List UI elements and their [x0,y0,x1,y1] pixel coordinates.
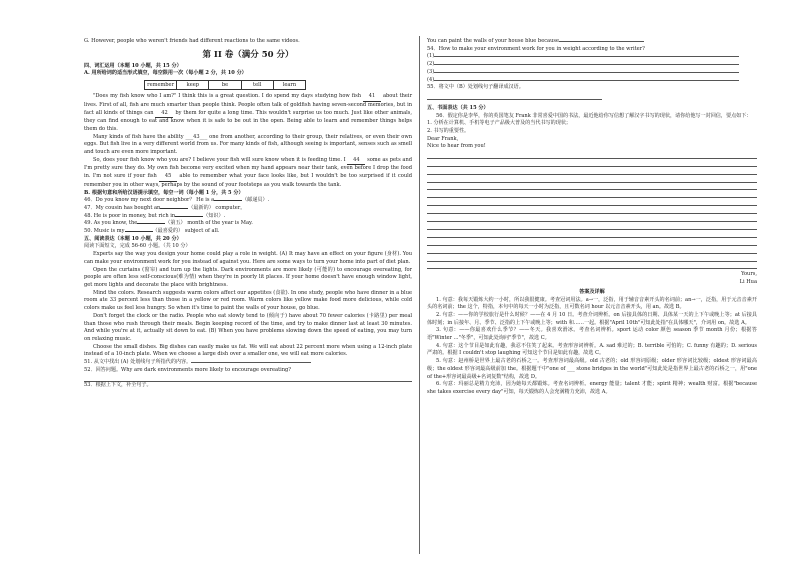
passage-paragraph-2: Many kinds of fish have the ability ___43___ one from another, according to their group, their relatives, or even their own eggs. But fish live in a very different world from us. For many kinds of fish, although seeing is important, senses such as smell and touch are even more important. [84,133,412,156]
reading-paragraph-1: Experts say the way you design your home could play a role in weight. (A) It may have an effect on your figure (身材). You can make your environment work for you instead of against you. Here are some ways to turn your home into part of diet plan. [84,251,412,265]
word-box [144,80,306,90]
answer-line[interactable] [191,362,311,363]
question-52: 52．回答问题。Why are dark environments more likely to encourage overeating? [84,366,292,373]
answer-line-1: (1) [427,53,757,61]
letter-opening: Nice to hear from you! [427,143,486,150]
letter-closing: Yours, [741,271,757,278]
blank-44[interactable]: 44 [347,157,365,166]
blank-41[interactable]: 41 [363,93,381,102]
letter-greeting: Dear Frank, [427,135,459,142]
answer-line[interactable] [427,92,602,100]
question-51: 51. 从文中找出 (A) 处划线句子所指代的内容。 [84,359,412,367]
answer-blank[interactable] [125,231,153,232]
reading-paragraph-2: Open the curtains (窗帘) and turn up the lights. Dark environments are more likely (可能的) to encourage overeating, for people are often less self-conscious(难为情) when they're in poorly lit places. If your home doesn't have enough window light, get more lights and decorate the place with brightness. [84,266,412,288]
question-46: 46．Do you know my next door neighbor？ He is a （邮递员）. [84,197,270,204]
right-column [427,38,757,397]
word-item: keep [177,81,209,89]
writing-area[interactable] [427,151,757,269]
question-48: 48. He is poor in money, but rich in （知识）. [84,212,226,219]
reading-paragraph-4: Don't forget the clock or the radio. People who eat slowly tend to (倾向于) have about 70 fewer calories (卡路里) per meal than those who rush through their meals. Begin keeping record of the time, and try to make dinner last at least 30 minutes. And while you're at it, actually sit down to eat. (B) When you have problems slowing down the speed of eating, you may turn on relaxing music. [84,312,412,342]
word-item: learn [282,82,297,89]
answer-line[interactable] [559,41,644,42]
left-column [84,38,412,390]
answer-explanation: 3. 句意：——你最喜欢什么季节？——冬天。我喜欢滑冰。考查名词辨析。sport 运动 color 颜色 season 季节 month 月份；根据答语"Winter ..."冬季"，可知此处询问"季节"，故选 C。 [427,327,757,342]
answer-line[interactable] [434,56,739,57]
question-55: 55．将文中（B）处划线句子翻译成汉语。 [427,84,524,91]
column-divider [419,36,420,554]
section-4a-title: A. 用所给词的适当形式填空，每空限用一次（每小题 2 分，共 10 分） [84,70,247,77]
point-2: 2. 书写的重要性。 [427,127,470,134]
option-g: G. However, people who weren't friends had different reactions to the same videos. [84,38,300,44]
answer-line[interactable] [434,80,739,81]
word-item: remember [145,81,177,89]
point-1: 1. 分析在计算机、手机等电子产品极大普及的当代书写的现状； [427,120,572,127]
answer-blank[interactable] [175,216,203,217]
passage-paragraph-3: So, does your fish know who you are? I believe your fish will sure know when it is feeding time. I 44 some as pets and I'm pretty sure they do. My own fish become very excited when my hand appears near their tank, even before I drop the food in. I'm not sure if your fish 45 able to remember what your face looks like, but I wouldn't be too surprised if it could remember you in other ways, perhaps by the sound of your footsteps as you walk towards the tank. [84,156,412,188]
answer-line-2: (2) [427,61,757,69]
answer-blank[interactable] [214,200,242,201]
section-5-title: 五、阅读表达（本题 10 小题，共 20 分） [84,235,182,242]
answer-line[interactable] [434,64,739,65]
question-53: 53．根据上下文，补全句子。 [84,382,152,389]
question-50: 50. Music is my （最喜爱的） subject of all. [84,228,220,235]
blank-42[interactable]: 42 [155,110,173,119]
reading-paragraph-5: Choose the small dishes. Big dishes can easily make us fat. We will eat about 22 percent more when using a 12-inch plate instead of a 10-inch plate. When we choose a large dish over a smaller one, we will eat more calories. [84,343,412,358]
question-47: 47．My cousin has bought an （最新的） computer。 [84,204,246,211]
answer-blank[interactable] [160,208,188,209]
letter-signature: Li Hua [739,279,757,286]
blank-45[interactable]: 45 [159,173,177,182]
question-56: 56．假定你是李华，你的英国笔友 Frank 非常喜爱中国的书法，最近他给你写信想了解汉字书写的现状，请你给他写一封回信，要点如下： [436,112,752,119]
reading-paragraph-3: Mind the colors. Research suggests warm colors affect our appetites (食欲). In one study, people who have dinner in a blue room ate 33 percent less than those in a yellow or red room. Warm colors like yellow make food more delicious, while cold colors make us feel less hungry. So when it's time to paint the walls of your house, go blue. [84,289,412,312]
section-6-title: 五、书面表达（共 15 分） [427,104,489,111]
section-4-title: 四、词汇运用（本题 10 小题，共 15 分） [84,62,182,69]
question-53-sentence: You can paint the walls of your house blue because [427,38,757,46]
word-item: tell [242,81,274,89]
answer-explanation: 4. 句意：这个节目是如此有趣，我忍不住笑了起来。考查形容词辨析。A. sad 难过的；B. terrible 可怕的；C. funny 有趣的；D. serious 严肃的。根据 I couldn't stop laughing 可知这个节目是如此有趣，故选 C。 [427,342,757,357]
answer-explanation: 5. 句意：赵州桥是世界上最古老的石桥之一。考查形容词最高级。old 古老的；old 形容词原级；older 形容词比较级；oldest 形容词最高级；the oldest 形容词最高级前加 the。根据题干中"one of ___ stone bridges in the world"可知此处是指世界上最古老的石桥之一，用"one of the+形容词最高级+名词复数"结构，故选 D。 [427,358,757,380]
part-two-title: 第 II 卷（满分 50 分） [202,49,294,60]
answer-line[interactable] [434,72,739,73]
passage-paragraph-1: "Does my fish know who I am?" I think this is a great question. I do spend my days studying how fish 41 about their lives. First of all, fish are much smarter than people think. People often talk of goldfish having seven-second memories, but in fact all kinds of things can 42 by them for quite a long time. This wouldn't surprise us too much. Just like other animals, they can find enough to eat and know when it is safe to be out in the open. Being able to learn and remember things helps them do this. [84,93,412,132]
answer-line-4: (4) [427,77,757,85]
word-item: be [209,81,241,89]
answer-explanation: 2. 句意：——你的学校旅行是什么时候？——在 4 月 10 日。考查介词辨析。on 后接具体的日期、具体某一天的上下午或晚上等；at 后接具体时刻；in 后接年、月、季节、泛指的上下午或晚上等；with 和……一起。根据"April 10th"可知此处指"在具体哪天"，介词用 on。故选 A。 [427,311,757,326]
question-54: 54．How to make your environment work for you in weight according to the writer? [427,45,645,52]
answer-explanation: 1. 句意：我每天锻炼大约一小时，所以我很健康。考查冠词用法。a→一，泛指，用于辅音音素开头的名词前；an→一，泛指，用于元音音素开头的名词前；the 这个，特指，本句中的每天一小时为泛指，且可数名词 hour 以元音音素开头，用 an。故选 B。 [427,296,757,311]
answer-blank[interactable] [137,223,165,224]
section-4b-title: B. 根据句意和所给汉语提示填空，每空一词（每小题 1 分，共 5 分） [84,189,244,196]
question-49: 49. As you know, the （第五） month of the year is May. [84,220,253,227]
answer-line-3: (3) [427,69,757,77]
answer-explanation: 6. 句意：玛丽总是精力充沛，因为她每天都锻炼。考查名词辨析。energy 能量；talent 才能；spirit 精神；wealth 财富。根据"because she takes exercise every day"可知，每天锻炼的人会充满精力充沛，故选 A。 [427,381,757,395]
section-5-subtitle: 阅读下面短文，完成 56-60 小题。（共 10 分） [84,243,191,250]
answers-title: 答案及详解 [579,288,605,295]
